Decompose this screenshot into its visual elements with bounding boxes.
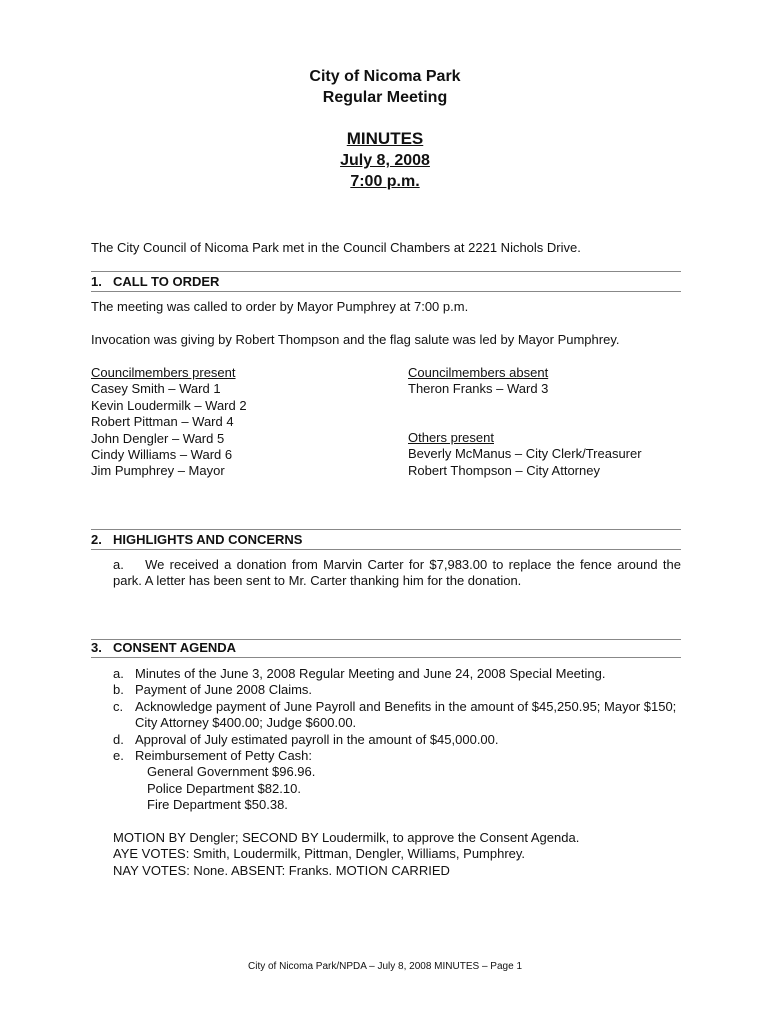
motion-block xyxy=(113,830,681,879)
minutes-heading: MINUTES xyxy=(346,129,424,148)
list-item: c. Acknowledge payment of June Payroll and Benefits in the amount of $45,250.95; Mayor $150; City Attorney $400.00; Judge $600.00. xyxy=(113,698,677,731)
others-present xyxy=(408,430,642,479)
meeting-date: July 8, 2008 xyxy=(340,152,430,169)
list-item: d. Approval of July estimated payroll in the amount of $45,000.00. xyxy=(113,731,499,747)
present-heading: Councilmembers present xyxy=(91,365,236,380)
other-person: Robert Thompson – City Attorney xyxy=(408,462,600,478)
absent-member: Theron Franks – Ward 3 xyxy=(408,381,549,397)
absent-heading: Councilmembers absent xyxy=(408,365,549,380)
meeting-time: 7:00 p.m. xyxy=(350,173,420,190)
present-member: Kevin Loudermilk – Ward 2 xyxy=(91,397,247,413)
list-item: b. Payment of June 2008 Claims. xyxy=(113,682,313,698)
section-2-heading: 2. HIGHLIGHTS AND CONCERNS xyxy=(91,532,303,547)
call-to-order-text: The meeting was called to order by Mayor Pumphrey at 7:00 p.m. xyxy=(91,299,469,314)
section-1-heading: 1. CALL TO ORDER xyxy=(91,274,220,289)
present-member: Robert Pittman – Ward 4 xyxy=(91,414,234,430)
highlight-item: a. We received a donation from Marvin Carter for $7,983.00 to replace the fence around the park. A letter has been sent to Mr. Carter thanking him for the donation. xyxy=(113,557,681,589)
petty-cash-line: General Government $96.96. xyxy=(147,764,316,780)
consent-agenda-list xyxy=(113,666,681,814)
section-divider xyxy=(91,549,681,550)
section-divider xyxy=(91,657,681,658)
city-title: City of Nicoma Park xyxy=(309,68,461,85)
present-member: Cindy Williams – Ward 6 xyxy=(91,447,233,463)
others-heading: Others present xyxy=(408,430,494,445)
petty-cash-line: Police Department $82.10. xyxy=(147,780,301,796)
section-divider xyxy=(91,271,681,272)
list-item: e. Reimbursement of Petty Cash: xyxy=(113,748,313,764)
councilmembers-present xyxy=(91,365,247,480)
present-member: Jim Pumphrey – Mayor xyxy=(91,463,225,479)
councilmembers-absent xyxy=(408,365,548,398)
aye-votes: AYE VOTES: Smith, Loudermilk, Pittman, Dengler, Williams, Pumphrey. xyxy=(113,846,526,862)
section-divider xyxy=(91,291,681,292)
nay-votes: NAY VOTES: None. ABSENT: Franks. MOTION CARRIED xyxy=(113,862,450,878)
meeting-title: Regular Meeting xyxy=(322,89,448,106)
list-item: a. Minutes of the June 3, 2008 Regular Meeting and June 24, 2008 Special Meeting. xyxy=(113,666,606,681)
other-person: Beverly McManus – City Clerk/Treasurer xyxy=(408,446,642,462)
invocation-text: Invocation was giving by Robert Thompson and the flag salute was led by Mayor Pumphrey. xyxy=(91,332,620,347)
intro-paragraph: The City Council of Nicoma Park met in the Council Chambers at 2221 Nichols Drive. xyxy=(91,240,581,255)
section-3-heading: 3. CONSENT AGENDA xyxy=(91,640,237,655)
present-member: John Dengler – Ward 5 xyxy=(91,430,225,446)
section-divider xyxy=(91,529,681,530)
present-member: Casey Smith – Ward 1 xyxy=(91,381,221,397)
petty-cash-line: Fire Department $50.38. xyxy=(147,797,288,813)
motion-text: MOTION BY Dengler; SECOND BY Loudermilk, to approve the Consent Agenda. xyxy=(113,830,580,845)
page-footer: City of Nicoma Park/NPDA – July 8, 2008 MINUTES – Page 1 xyxy=(248,961,522,972)
